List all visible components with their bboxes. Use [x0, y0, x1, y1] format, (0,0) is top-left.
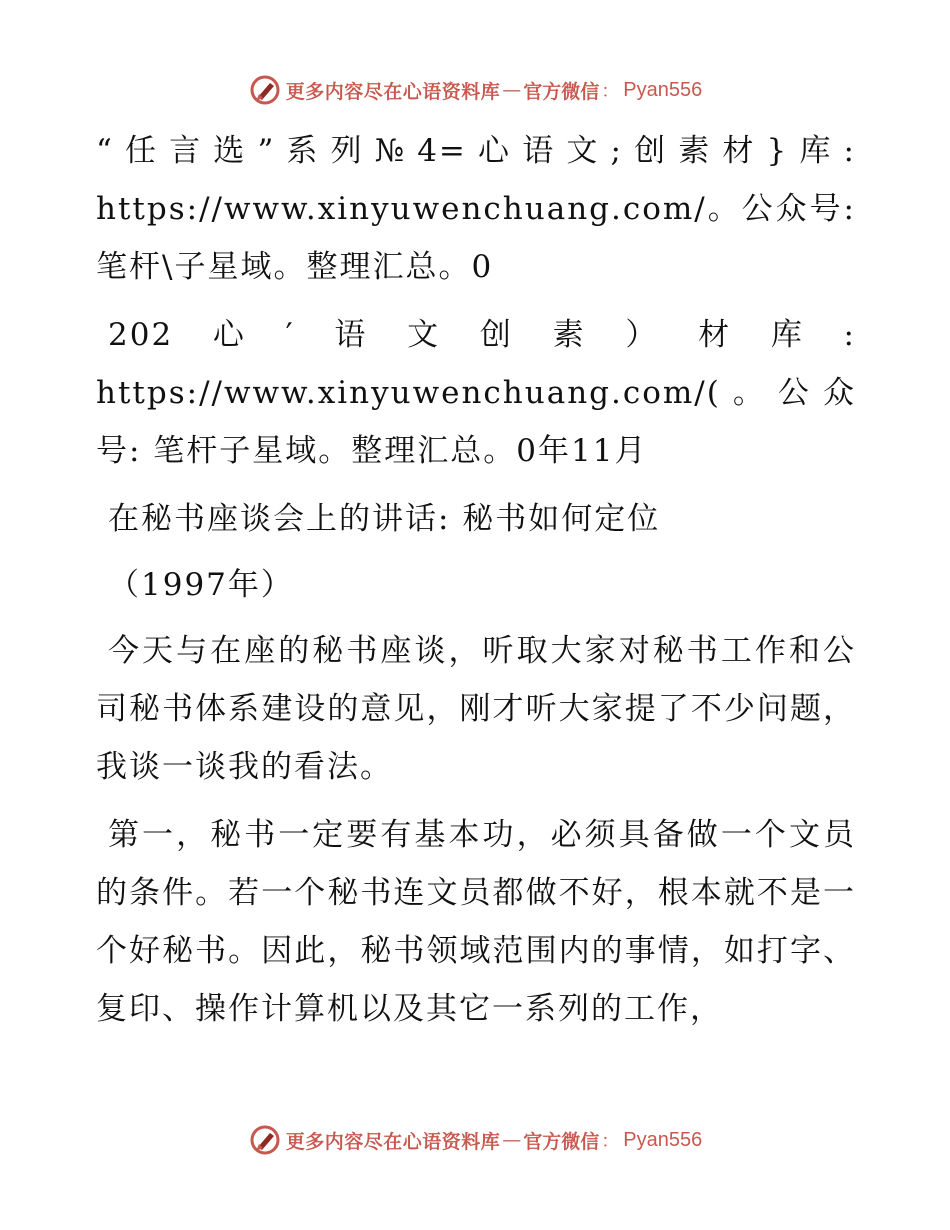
banner-wechat-label: 官方微信 [523, 1130, 600, 1153]
banner-colon: ： [601, 1131, 620, 1152]
paragraph-header-2: 202心′语文创素）材库: https://www.xinyuwenchuang.com/(。公众号: 笔杆子星域。整理汇总。0年11月 [96, 317, 856, 469]
document-year: （1997年） [108, 567, 294, 603]
pen-nib-circle-icon [248, 73, 282, 107]
paragraph-first-point: 第一，秘书一定要有基本功，必须具备做一个文员的条件。若一个秘书连文员都做不好，根本就不是一个好秘书。因此，秘书领域范围内的事情，如打字、复印、操作计算机以及其它一系列的工作， [96, 817, 856, 1027]
paragraph-intro: 今天与在座的秘书座谈，听取大家对秘书工作和公司秘书体系建设的意见，刚才听大家提了不少问题，我谈一谈我的看法。 [96, 633, 856, 785]
banner-wechat-id: Pyan556 [623, 78, 703, 101]
footer-banner [0, 1120, 950, 1160]
document-body [96, 122, 856, 1048]
banner-separator: — [502, 79, 522, 101]
document-title: 在秘书座谈会上的讲话: 秘书如何定位 [108, 501, 661, 537]
header-banner [0, 70, 950, 110]
banner-main-text: 更多内容尽在心语资料库 [285, 80, 501, 103]
banner-wechat-label: 官方微信 [523, 80, 600, 103]
banner-colon: ： [601, 81, 620, 102]
pen-nib-circle-icon [248, 1123, 282, 1157]
banner-separator: — [502, 1129, 522, 1151]
paragraph-header-1: “任言选”系列№4=心语文;创素材}库: https://www.xinyuwenchuang.com/。公众号: 笔杆\子星域。整理汇总。0 [96, 133, 856, 285]
banner-wechat-id: Pyan556 [623, 1128, 703, 1151]
banner-main-text: 更多内容尽在心语资料库 [285, 1130, 501, 1153]
